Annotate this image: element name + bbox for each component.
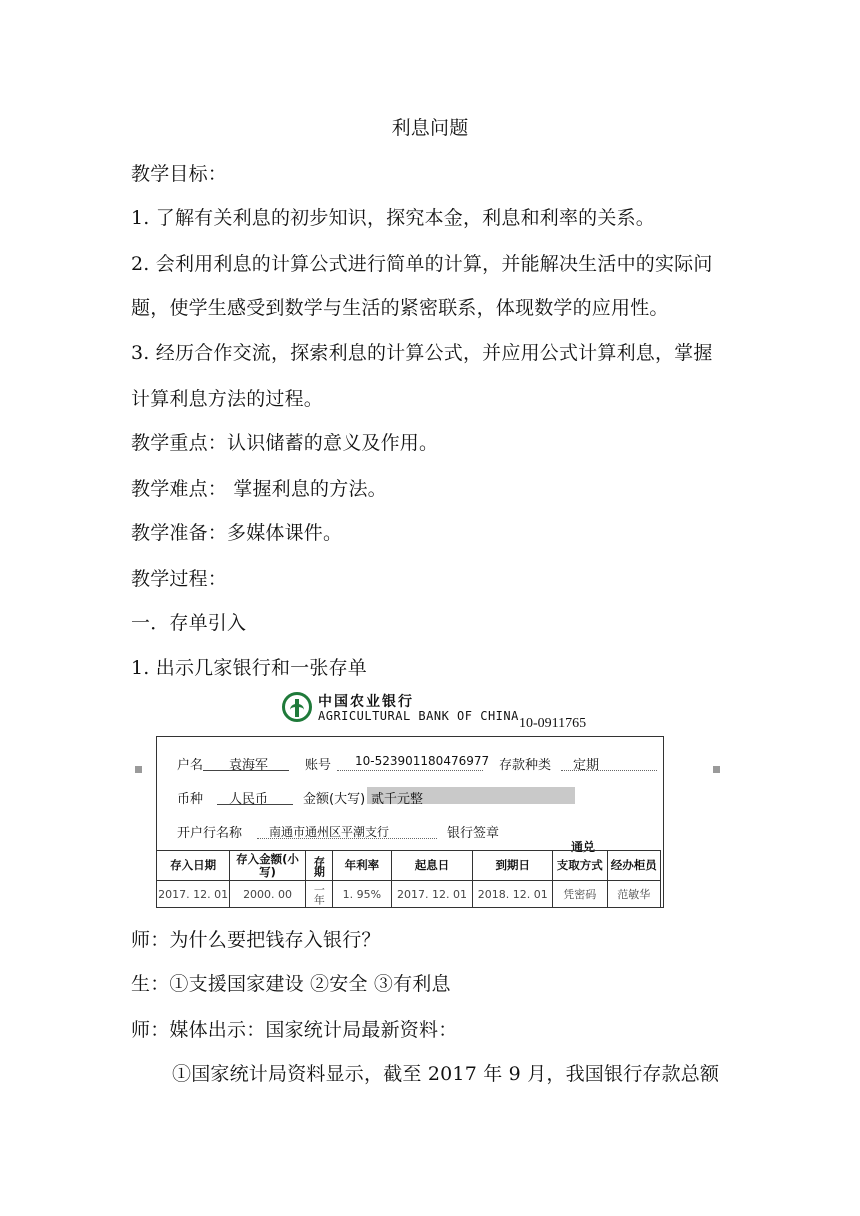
account-number: 10-523901180476977	[355, 754, 490, 768]
header-amount: 存入金额(小写)	[230, 851, 305, 881]
statistics-point-1: ①国家统计局资料显示，截至 2017 年 9 月，我国银行存款总额	[172, 1063, 720, 1085]
label-tongdui: 通兑	[571, 840, 596, 854]
holder-name: 袁海军	[229, 758, 269, 773]
bank-name-en: AGRICULTURAL BANK OF CHINA	[318, 709, 519, 723]
image-resize-handle-right[interactable]	[713, 766, 720, 773]
branch-name: 南通市通州区平潮支行	[269, 825, 390, 839]
currency: 人民币	[229, 792, 269, 807]
amount-upper: 贰千元整	[371, 792, 424, 807]
page-title: 利息问题	[391, 117, 469, 139]
cell-deposit-date: 2017. 12. 01	[157, 881, 230, 908]
objective-1: 1. 了解有关利息的初步知识，探究本金，利息和利率的关系。	[131, 207, 655, 229]
student-answer: 生：①支援国家建设 ②安全 ③有利息	[131, 973, 451, 995]
label-name: 户名	[177, 758, 204, 773]
bank-name-cn: 中国农业银行	[318, 694, 414, 710]
header-rate: 年利率	[333, 851, 392, 881]
label-bank-seal: 银行签章	[447, 826, 500, 841]
objectives-heading: 教学目标：	[131, 163, 228, 185]
image-resize-handle-left[interactable]	[135, 766, 142, 773]
header-term: 存期	[305, 851, 332, 881]
slip-serial: 10-0911765	[519, 716, 587, 731]
header-deposit-date: 存入日期	[157, 851, 230, 881]
process-heading: 教学过程：	[131, 568, 228, 590]
label-account: 账号	[305, 758, 332, 773]
preparation: 教学准备：多媒体课件。	[131, 522, 343, 544]
table-row	[157, 881, 661, 908]
slip-table	[156, 850, 661, 908]
cell-clerk: 范敏华	[607, 881, 660, 908]
header-value-date: 起息日	[391, 851, 473, 881]
header-withdraw-method: 支取方式	[553, 851, 607, 881]
cell-rate: 1. 95%	[333, 881, 392, 908]
teacher-question: 师：为什么要把钱存入银行？	[131, 929, 381, 951]
key-point: 教学重点：认识储蓄的意义及作用。	[131, 432, 439, 454]
objective-3-line-1: 3. 经历合作交流，探索利息的计算公式，并应用公式计算利息，掌握	[131, 342, 713, 364]
table-header-row	[157, 851, 661, 881]
cell-withdraw-method: 凭密码	[553, 881, 607, 908]
step-1: 1. 出示几家银行和一张存单	[131, 657, 367, 679]
cell-maturity-date: 2018. 12. 01	[473, 881, 553, 908]
cell-value-date: 2017. 12. 01	[391, 881, 473, 908]
deposit-type: 定期	[573, 758, 600, 773]
deposit-slip-image	[156, 686, 664, 910]
bank-logo-icon	[282, 692, 312, 722]
header-maturity-date: 到期日	[473, 851, 553, 881]
objective-3-line-2: 计算利息方法的过程。	[131, 388, 324, 410]
cell-amount: 2000. 00	[230, 881, 305, 908]
label-deposit-type: 存款种类	[499, 758, 552, 773]
header-clerk: 经办柜员	[607, 851, 660, 881]
teacher-media: 师：媒体出示：国家统计局最新资料：	[131, 1019, 458, 1041]
objective-2-line-1: 2. 会利用利息的计算公式进行简单的计算，并能解决生活中的实际问	[131, 253, 713, 275]
objective-2-line-2: 题，使学生感受到数学与生活的紧密联系，体现数学的应用性。	[131, 297, 669, 319]
difficulty: 教学难点： 掌握利息的方法。	[131, 478, 387, 500]
label-branch: 开户行名称	[177, 826, 243, 841]
label-currency: 币种	[177, 792, 204, 807]
label-amount-upper: 金额(大写)	[303, 792, 366, 807]
section-1-heading: 一．存单引入	[131, 612, 247, 634]
cell-term: 一年	[305, 881, 332, 908]
